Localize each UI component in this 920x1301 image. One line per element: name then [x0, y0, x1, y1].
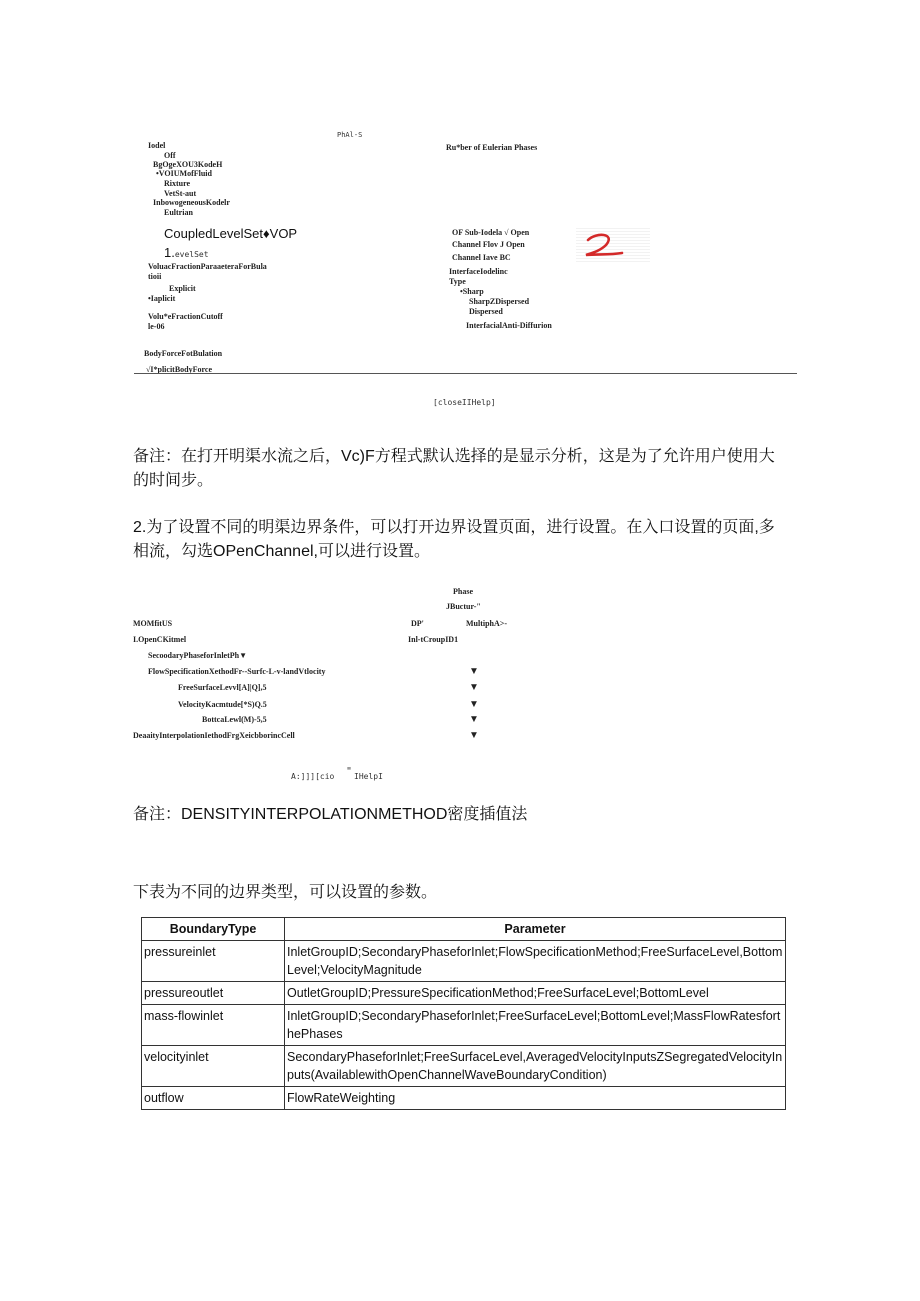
anti-diffusion-checkbox[interactable]: InterfacialAnti-Diffurion: [466, 321, 552, 330]
level-set-number: 1.: [164, 245, 175, 260]
table-row: [142, 941, 786, 982]
flow-specification-dropdown-icon[interactable]: ▼: [469, 666, 479, 677]
sharp-radio[interactable]: •Sharp: [460, 287, 484, 296]
note-explicit-default: 备注：在打开明渠水流之后，Vc)F方程式默认选择的是显示分析，这是为了允许用户使用大的时间步。: [133, 448, 775, 489]
bottom-level-dropdown-icon[interactable]: ▼: [469, 714, 479, 725]
phase-label: Phase: [453, 587, 473, 596]
table-row: [142, 1087, 786, 1110]
vf-parameters-label-cont: tioii: [148, 272, 162, 281]
button-separator: ": [346, 766, 353, 777]
boundary-type-cell: pressureoutlet: [142, 982, 285, 1005]
model-label: Iodel: [148, 141, 166, 150]
model-option-mixture[interactable]: Rixture: [164, 179, 191, 188]
eulerian-phases-label: Ru*ber of Eulerian Phases: [446, 143, 538, 152]
sharp-dispersed-radio[interactable]: SharpZDispersed: [469, 297, 530, 306]
model-option-inhomogeneous[interactable]: InbowogeneousKodelr: [153, 198, 230, 207]
density-interpolation-dropdown-icon[interactable]: ▼: [469, 730, 479, 741]
level-set-checkbox[interactable]: [164, 244, 209, 262]
boundary-type-cell: pressureinlet: [142, 941, 285, 982]
parameter-cell: SecondaryPhaseforInlet;FreeSurfaceLevel,AveragedVelocityInputsZSegregatedVelocityInputs(AvailablewithOpenChannelWaveBoundaryCondition): [285, 1046, 786, 1087]
model-option-off[interactable]: Off: [164, 151, 176, 160]
density-interpolation-label: DeaaityInterpolationIethodFrgXeicbborincCell: [133, 731, 295, 740]
parameter-cell: InletGroupID;SecondaryPhaseforInlet;FreeSurfaceLevel;BottomLevel;MassFlowRatesforthePhases: [285, 1005, 786, 1046]
model-option-eulerian[interactable]: Eultrian: [164, 208, 193, 217]
parameter-cell: InletGroupID;SecondaryPhaseforInlet;FlowSpecificationMethod;FreeSurfaceLevel,BottomLevel;VelocityMagnitude: [285, 941, 786, 982]
tab-dpm[interactable]: DP': [411, 619, 424, 628]
table-row: [142, 1046, 786, 1087]
open-channel-submodel-checkbox[interactable]: OF Sub-Iodela √ Open: [452, 228, 530, 237]
interface-modeling-label: InterfaceIodelinc: [449, 267, 508, 276]
ok-cancel-buttons[interactable]: A:]]][cio: [291, 772, 335, 781]
structure-label: JBuctur-": [446, 602, 481, 611]
explicit-radio[interactable]: Explicit: [169, 284, 196, 293]
parameter-cell: FlowRateWeighting: [285, 1087, 786, 1110]
table-intro: 下表为不同的边界类型，可以设置的参数。: [133, 884, 438, 901]
close-help-buttons[interactable]: [closeIIHelp]: [433, 398, 496, 407]
open-channel-checkbox[interactable]: I.OpenCKitmel: [133, 635, 187, 644]
step-2-instructions: 2.为了设置不同的明渠边界条件，可以打开边界设置页面，进行设置。在入口设置的页面,多相流，勾选OPenChannel,可以进行设置。: [133, 519, 775, 560]
vf-cutoff-input[interactable]: le-06: [148, 322, 165, 331]
model-option-homogeneous[interactable]: BgOgeXOU3KodeH: [153, 160, 223, 169]
implicit-body-force-checkbox[interactable]: √I*plicitBodyForce: [146, 365, 213, 374]
velocity-magnitude-field[interactable]: VelocityKacmtude[*S)Q.5: [178, 700, 267, 709]
vf-cutoff-label: Volu*eFractionCutoff: [148, 312, 223, 321]
tab-multiphase[interactable]: MultiphA>-: [466, 619, 508, 628]
table-row: [142, 982, 786, 1005]
bottom-level-field[interactable]: BottcaLewl(M)-5,5: [202, 715, 267, 724]
table-row: [142, 1005, 786, 1046]
dialog-title: PhAl-S: [337, 131, 363, 139]
vf-parameters-label: VoluacFractionParaaeteraForBula: [148, 262, 267, 271]
free-surface-level-field[interactable]: FreeSurfaceLevvl[A]|Q],5: [178, 683, 267, 692]
handwritten-two-icon: [576, 228, 650, 262]
secondary-phase-dropdown[interactable]: SecoodaryPhaseforInletPh▼: [148, 651, 248, 660]
boundary-type-cell: outflow: [142, 1087, 285, 1110]
open-channel-flow-checkbox[interactable]: Channel Flov J Open: [452, 240, 525, 249]
table-header-row: [142, 918, 786, 941]
help-button[interactable]: IHelpI: [354, 772, 383, 781]
velocity-dropdown-icon[interactable]: ▼: [469, 699, 479, 710]
header-parameter: Parameter: [285, 918, 786, 941]
boundary-type-cell: mass-flowinlet: [142, 1005, 285, 1046]
model-option-vof[interactable]: •VOIUMofFluid: [156, 169, 212, 178]
free-surface-dropdown-icon[interactable]: ▼: [469, 682, 479, 693]
model-option-wetsteam[interactable]: VetSt-aut: [164, 189, 197, 198]
boundary-type-cell: velocityinlet: [142, 1046, 285, 1087]
dispersed-radio[interactable]: Dispersed: [469, 307, 503, 316]
coupled-level-set-checkbox[interactable]: CoupledLevelSet♦VOP: [164, 226, 298, 241]
level-set-label: evelSet: [174, 250, 209, 259]
handwritten-annotation: [576, 228, 650, 262]
tab-momentum[interactable]: MOMfitUS: [133, 619, 173, 628]
note-density-interpolation: 备注：DENSITYINTERPOLATIONMETHOD密度插值法: [133, 806, 528, 823]
header-boundary-type: BoundaryType: [142, 918, 285, 941]
implicit-radio[interactable]: •Iaplicit: [148, 294, 176, 303]
body-force-label: BodyForceFotBulation: [144, 349, 223, 358]
dialog-divider: [134, 373, 797, 374]
open-channel-wave-checkbox[interactable]: Channel Iave BC: [452, 253, 511, 262]
parameter-cell: OutletGroupID;PressureSpecificationMethod;FreeSurfaceLevel;BottomLevel: [285, 982, 786, 1005]
inlet-group-id-field[interactable]: Inl-tCroupID1: [408, 635, 459, 644]
flow-specification-label: FlowSpecificationXethodFr--Surfc-L-v-landVtlocity: [148, 667, 326, 676]
interface-type-label: Type: [449, 277, 466, 286]
boundary-parameters-table: [141, 917, 786, 1110]
